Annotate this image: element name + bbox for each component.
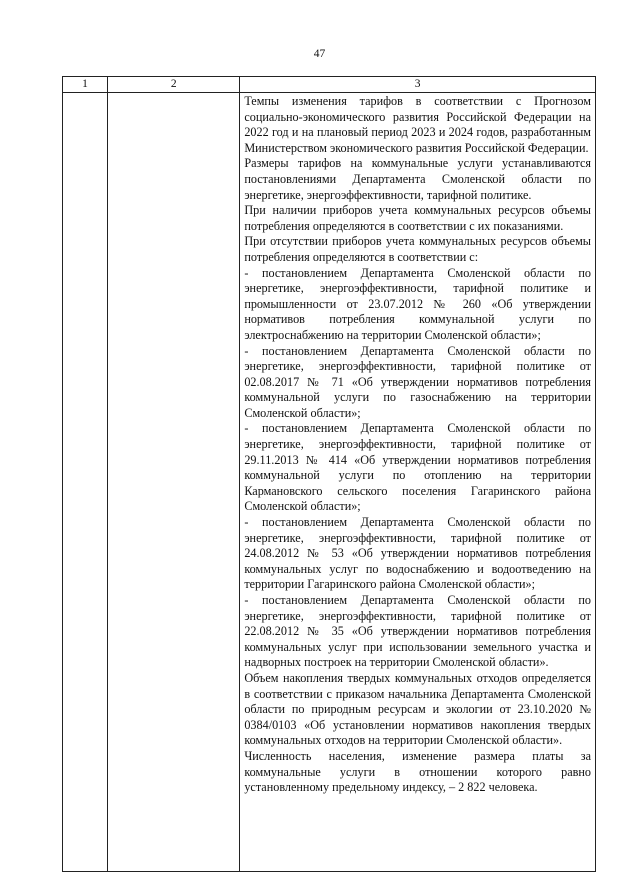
paragraph-solid-waste: Объем накопления твердых коммунальных отходов определяется в соответствии с приказом начальника Департамента Смоленской области по природным ресурсам и экологии от 23.10.2020 № 0384/0103 «Об установлении нормативов накопления твердых коммунальных отходов на территории Смоленской области». [244, 670, 591, 748]
list-item-heating: - постановлением Департамента Смоленской области по энергетике, энергоэффективности, тарифной политике от 29.11.2013 № 414 «Об утверждении нормативов потребления коммунальной услуги по отоплению на территории Кармановского сельского поселения Гагаринского района Смоленской области»; [244, 421, 591, 514]
list-item-gas: - постановлением Департамента Смоленской области по энергетике, энергоэффективности, тарифной политике от 02.08.2017 № 71 «Об утверждении нормативов потребления коммунальной услуги по газоснабжению на территории Смоленской области»; [244, 343, 591, 420]
list-item-water: - постановлением Департамента Смоленской области по энергетике, энергоэффективности, тарифной политике от 24.08.2012 № 53 «Об утверждении нормативов потребления коммунальных услуг по водоснабжению и водоотведению на территории Гагаринского района Смоленской области»; [244, 515, 591, 592]
paragraph-tariff-sizes: Размеры тарифов на коммунальные услуги устанавливаются постановлениями Департамента Смоленской области по энергетике, энергоэффективности, тарифной политике. [244, 156, 591, 202]
column-3-cell [240, 93, 596, 872]
paragraph-meters-absent: При отсутствии приборов учета коммунальных ресурсов объемы потребления определяются в соответствии с: [244, 234, 591, 264]
page-number: 47 [313, 48, 326, 60]
paragraph-population: Численность населения, изменение размера платы за коммунальные услуги в отношении которого равно установленному предельному индексу, – 2 822 человека. [244, 748, 591, 795]
list-item-electricity: - постановлением Департамента Смоленской области по энергетике, энергоэффективности, тарифной политике и промышленности от 23.07.2012 № 260 «Об утверждении нормативов потребления коммунальной услуги по электроснабжению на территории Смоленской области»; [244, 265, 591, 342]
column-header-3: 3 [240, 77, 596, 93]
column-header-1: 1 [63, 77, 108, 93]
column-1-cell [63, 93, 108, 872]
document-table [62, 76, 596, 872]
column-header-2: 2 [108, 77, 240, 93]
table-header-row [63, 77, 596, 93]
paragraph-tariff-forecast: Темпы изменения тарифов в соответствии с Прогнозом социально-экономического развития Российской Федерации на 2022 год и на плановый период 2023 и 2024 годов, разработанным Министерством экономического развития Российской Федерации. [244, 94, 591, 155]
paragraph-meters-present: При наличии приборов учета коммунальных ресурсов объемы потребления определяются в соответствии с их показаниями. [244, 203, 591, 233]
list-item-land-plot: - постановлением Департамента Смоленской области по энергетике, энергоэффективности, тарифной политике от 22.08.2012 № 35 «Об утверждении нормативов потребления коммунальных услуг при использовании земельного участка и надворных построек на территории Смоленской области». [244, 593, 591, 670]
column-2-cell [108, 93, 240, 872]
table-row [63, 93, 596, 872]
